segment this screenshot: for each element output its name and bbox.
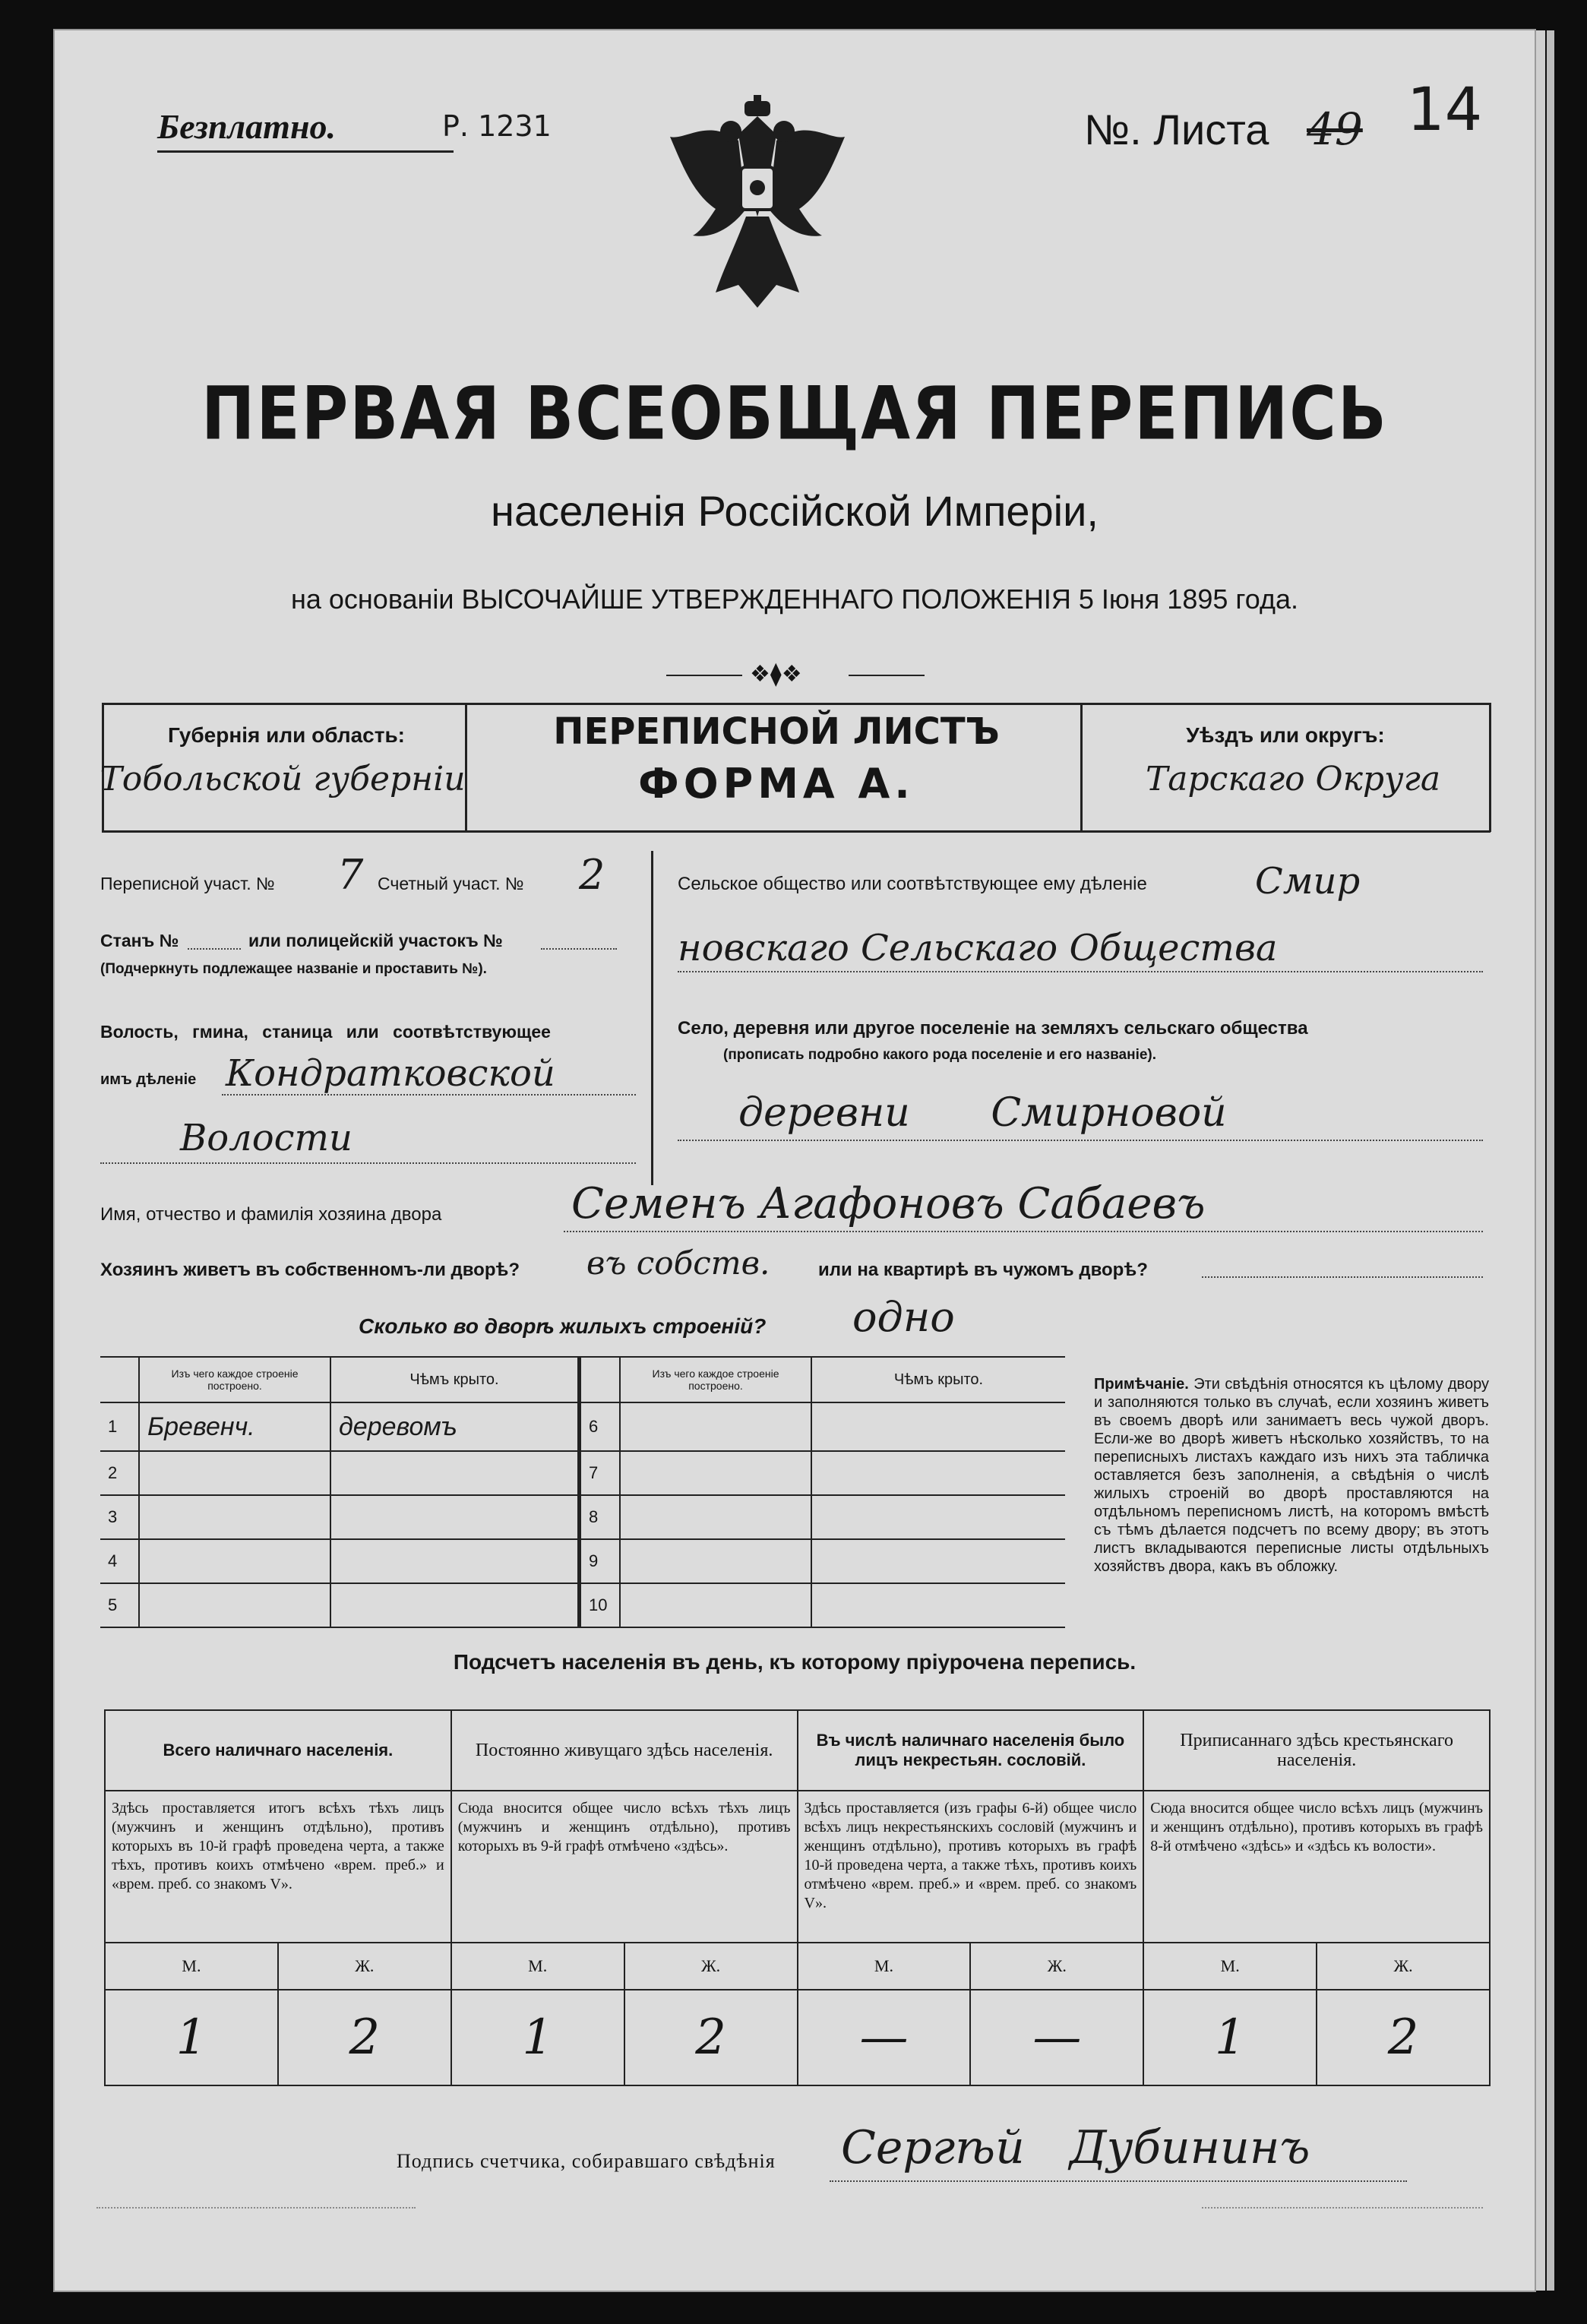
pop-desc-2: Сюда вносится общее число всѣхъ тѣхъ лицъ (мужчинъ и женщинъ отдѣльно), противъ которыхъ въ 9-й графѣ отмѣчено «здѣсь».	[451, 1791, 798, 1943]
pop-desc-4: Сюда вносится общее число всѣхъ лицъ (мужчинъ и женщинъ отдѣльно), противъ которыхъ въ графѣ 8-й отмѣчено «здѣсь» и «здѣсь къ волости».	[1143, 1791, 1490, 1943]
built-cell: Бревенч.	[139, 1402, 330, 1451]
imperial-eagle-icon	[662, 95, 852, 315]
volost-dots-1	[222, 1094, 636, 1096]
row-number: 1	[100, 1402, 139, 1451]
roof-cell	[330, 1495, 578, 1539]
table-row	[100, 1402, 578, 1451]
table-row	[580, 1583, 1066, 1627]
basis-text: на основаніи ВЫСОЧАЙШЕ УТВЕРЖДЕННАГО ПОЛОЖЕНІЯ 5 Іюня 1895 года.	[290, 583, 1298, 615]
table-cell-empty	[580, 1357, 621, 1402]
population-title: Подсчетъ населенія въ день, къ которому пріурочена перепись.	[453, 1650, 1137, 1674]
row-number: 6	[580, 1402, 621, 1451]
form-name: ФОРМА А.	[638, 760, 915, 808]
built-cell	[620, 1402, 811, 1451]
roof-cell	[811, 1583, 1065, 1627]
village-note: (прописать подробно какого рода поселеніе и его названіе).	[723, 1047, 1157, 1063]
society-value-2: новскаго Сельскаго Общества	[678, 927, 1278, 969]
underline-note: (Подчеркнуть подлежащее названіе и проставить №).	[100, 961, 487, 977]
sheet-number: 14	[1407, 76, 1483, 144]
page-edge-2	[1547, 30, 1554, 2291]
census-sheet	[55, 30, 1535, 2291]
note-label: Примѣчаніе.	[1094, 1376, 1189, 1393]
note-text: Эти свѣдѣнія относятся къ цѣлому двору и заполняются только въ случаѣ, если хозяинъ живетъ въ своемъ дворѣ или занимаетъ весь чужой дворъ. Если-же во дворѣ живетъ нѣсколько хозяйствъ, то на переписныхъ листахъ каждаго изъ нихъ эта табличка оставляется безъ заполненія, а свѣдѣнія о числѣ жилыхъ строеній во дворѣ проставляются на отдѣльномъ переписномъ листѣ, на которомъ вмѣстѣ съ тѣмъ дѣлается подсчетъ по всему двору; въ этотъ листъ вкладываются переписные листы отдѣльныхъ хозяйствъ двора, какъ въ обложку.	[1094, 1376, 1489, 1575]
volost-label: Волость, гмина, станица или соотвѣтствующее	[100, 1022, 551, 1042]
society-dots	[678, 971, 1483, 972]
built-cell	[139, 1495, 330, 1539]
district-value: Тарскаго Округа	[1145, 760, 1441, 798]
residence-label: Хозяинъ живетъ въ собственномъ-ли дворѣ?	[100, 1260, 520, 1280]
pop-header-3: Въ числѣ наличнаго населенія было лицъ некрестьян. сословій.	[798, 1710, 1144, 1791]
male-label: М.	[798, 1943, 971, 1990]
pop-header-4: Приписаннаго здѣсь крестьянскаго населенія.	[1143, 1710, 1490, 1791]
frame-sep-2	[1080, 703, 1083, 832]
sheet-label: №. Листа	[1084, 106, 1269, 153]
female-label: Ж.	[278, 1943, 451, 1990]
buildings-table-right	[579, 1356, 1065, 1628]
built-cell	[620, 1451, 811, 1495]
province-value: Тобольской губерніи	[100, 760, 466, 798]
buildings-label: Сколько во дворѣ жилыхъ строеній?	[359, 1314, 767, 1338]
table-row	[100, 1495, 578, 1539]
female-label: Ж.	[1317, 1943, 1490, 1990]
row-number: 2	[100, 1451, 139, 1495]
table-cell-empty	[100, 1357, 139, 1402]
table-row	[580, 1402, 1066, 1451]
volost-value: Кондратковской	[226, 1052, 555, 1095]
owner-name-value: Семенъ Агафоновъ Сабаевъ	[571, 1179, 1206, 1228]
non-peasant-female-value: —	[970, 1990, 1143, 2085]
page-subtitle: населенія Россійской Имперіи,	[491, 487, 1099, 535]
roof-cell	[811, 1539, 1065, 1583]
print-mark-right	[1202, 2207, 1483, 2209]
buildings-table-left	[100, 1356, 579, 1628]
archive-mark: Р. 1231	[442, 109, 552, 143]
owner-name-label: Имя, отчество и фамилія хозяина двора	[100, 1204, 442, 1225]
ornament-icon: ❖⧫❖	[750, 662, 802, 687]
built-cell	[139, 1451, 330, 1495]
free-underline	[157, 150, 454, 153]
sheet-old-number: 49	[1307, 103, 1363, 155]
registered-female-value: 2	[1317, 1990, 1490, 2085]
table-row	[100, 1451, 578, 1495]
col-roof-header: Чѣмъ крыто.	[811, 1357, 1065, 1402]
census-section-label: Переписной участ. №	[100, 874, 275, 893]
signature-value: Сергѣй Дубининъ	[841, 2121, 1310, 2174]
built-cell	[139, 1583, 330, 1627]
permanent-male-value: 1	[451, 1990, 624, 2085]
roof-cell	[330, 1539, 578, 1583]
row-number: 7	[580, 1451, 621, 1495]
male-label: М.	[451, 1943, 624, 1990]
census-section-value: 7	[337, 851, 364, 899]
signature-label: Подпись счетчика, собиравшаго свѣдѣнія	[397, 2150, 776, 2172]
row-number: 5	[100, 1583, 139, 1627]
built-cell	[620, 1495, 811, 1539]
society-label: Сельское общество или соотвѣтствующее ему дѣленіе	[678, 874, 1147, 894]
stan-dots	[188, 948, 241, 950]
female-label: Ж.	[970, 1943, 1143, 1990]
col-roof-header: Чѣмъ крыто.	[330, 1357, 578, 1402]
note-block	[1094, 1375, 1489, 1576]
row-number: 10	[580, 1583, 621, 1627]
male-label: М.	[105, 1943, 278, 1990]
row-number: 8	[580, 1495, 621, 1539]
table-row	[580, 1495, 1066, 1539]
roof-cell	[330, 1451, 578, 1495]
col-built-header: Изъ чего каждое строеніе построено.	[139, 1357, 330, 1402]
roof-cell	[811, 1451, 1065, 1495]
built-cell	[139, 1539, 330, 1583]
ornament-left	[666, 675, 742, 676]
roof-cell	[811, 1495, 1065, 1539]
province-label: Губернія или область:	[167, 723, 406, 747]
total-female-value: 2	[278, 1990, 451, 2085]
volost-value-2: Волости	[180, 1117, 352, 1159]
village-label: Село, деревня или другое поселеніе на земляхъ сельскаго общества	[678, 1018, 1308, 1039]
non-peasant-male-value: —	[798, 1990, 971, 2085]
roof-cell: деревомъ	[330, 1402, 578, 1451]
page-edge-1	[1535, 30, 1545, 2291]
ornament-right	[849, 675, 925, 676]
built-cell	[620, 1539, 811, 1583]
volost-dots-2	[100, 1162, 636, 1164]
col-built-header: Изъ чего каждое строеніе построено.	[620, 1357, 811, 1402]
table-row	[580, 1539, 1066, 1583]
district-label: Уѣздъ или округъ:	[1186, 723, 1385, 747]
table-row	[580, 1451, 1066, 1495]
society-value: Смир	[1255, 860, 1361, 903]
row-number: 4	[100, 1539, 139, 1583]
buildings-value: одно	[852, 1293, 955, 1341]
residence-label-2: или на квартирѣ въ чужомъ дворѣ?	[818, 1260, 1148, 1280]
permanent-female-value: 2	[624, 1990, 798, 2085]
owner-dots	[564, 1231, 1483, 1232]
male-label: М.	[1143, 1943, 1317, 1990]
count-section-value: 2	[579, 851, 605, 899]
table-row	[100, 1539, 578, 1583]
pop-desc-1: Здѣсь проставляется итогъ всѣхъ тѣхъ лицъ (мужчинъ и женщинъ отдѣльно), противъ которыхъ въ 10-й графѣ проведена черта, а также тѣхъ, противъ коихъ отмѣчено «врем. преб.» и «врем. преб. со знакомъ V».	[105, 1791, 451, 1943]
stan-label: Станъ №	[100, 931, 179, 950]
pop-desc-3: Здѣсь проставляется (изъ графы 6-й) общее число всѣхъ лицъ некрестьянскихъ сословій (мужчинъ и женщинъ отдѣльно), противъ которыхъ въ графѣ 10-й проведена черта, а также тѣхъ, противъ коихъ отмѣчено «врем. преб.» и «врем. преб. со знакомъ V».	[798, 1791, 1144, 1943]
female-label: Ж.	[624, 1943, 798, 1990]
roof-cell	[811, 1402, 1065, 1451]
row-number: 3	[100, 1495, 139, 1539]
roof-cell	[330, 1583, 578, 1627]
page-title: ПЕРВАЯ ВСЕОБЩАЯ ПЕРЕПИСЬ	[201, 370, 1388, 457]
pop-header-1: Всего наличнаго населенія.	[105, 1710, 451, 1791]
signature-dots	[830, 2180, 1407, 2182]
form-header-bottom	[102, 830, 1491, 833]
print-mark-left	[96, 2207, 416, 2209]
pop-header-2: Постоянно живущаго здѣсь населенія.	[451, 1710, 798, 1791]
police-dots	[541, 948, 617, 950]
blocks-divider	[651, 851, 653, 1185]
free-label: Безплатно.	[157, 107, 336, 146]
form-title: ПЕРЕПИСНОЙ ЛИСТЪ	[553, 710, 1000, 753]
police-label: или полицейскій участокъ №	[248, 931, 503, 950]
built-cell	[620, 1583, 811, 1627]
total-male-value: 1	[105, 1990, 278, 2085]
population-table	[104, 1709, 1491, 2086]
volost-label-2: имъ дѣленіе	[100, 1071, 197, 1088]
village-dots	[678, 1140, 1483, 1141]
count-section-label: Счетный участ. №	[378, 874, 524, 893]
residence-dots	[1202, 1276, 1483, 1278]
village-value: деревни Смирновой	[738, 1090, 1227, 1136]
row-number: 9	[580, 1539, 621, 1583]
registered-male-value: 1	[1143, 1990, 1317, 2085]
table-row	[100, 1583, 578, 1627]
residence-value: въ собств.	[586, 1244, 770, 1282]
